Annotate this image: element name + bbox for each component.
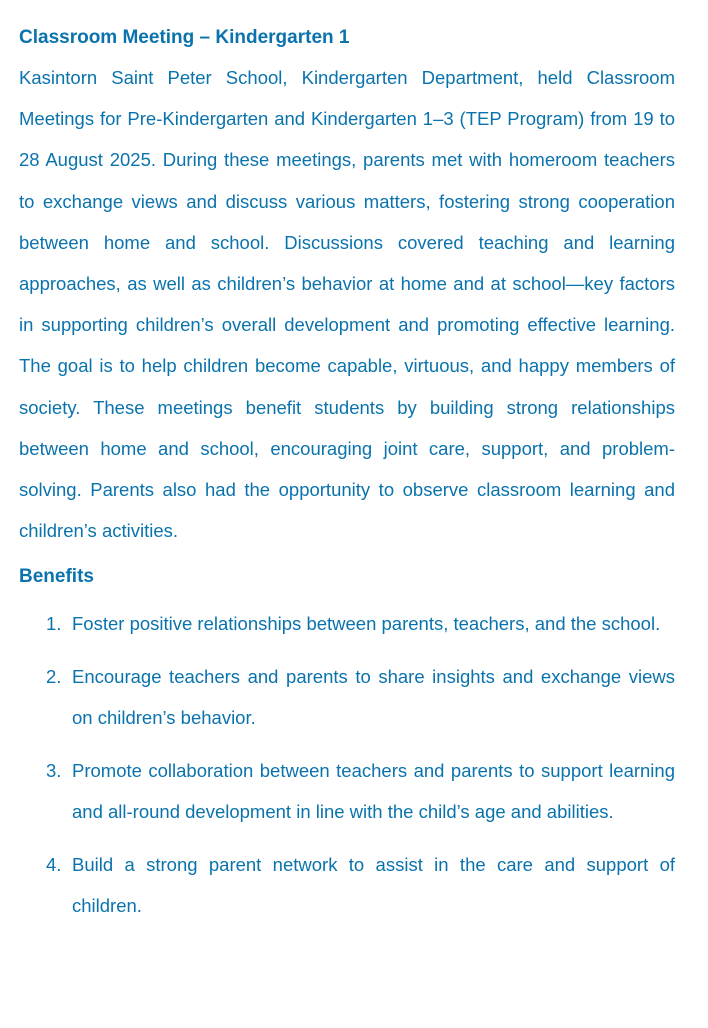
benefit-number-2: 2.	[46, 666, 62, 688]
benefits-list	[19, 603, 675, 926]
benefit-text-3: Promote collaboration between teachers and parents to support learning and all-round development in line with the child’s age and abilities.	[72, 760, 675, 823]
benefit-number-3: 3.	[46, 760, 62, 782]
article-content	[19, 22, 675, 938]
page-title: Classroom Meeting – Kindergarten 1	[19, 27, 350, 48]
benefit-number-1: 1.	[46, 613, 62, 635]
benefit-item-2	[19, 656, 675, 738]
benefit-item-1	[19, 603, 675, 644]
benefit-text-4: Build a strong parent network to assist in the care and support of children.	[72, 854, 675, 917]
benefit-text-2: Encourage teachers and parents to share insights and exchange views on children’s behavior.	[72, 666, 675, 729]
benefit-item-3	[19, 750, 675, 832]
intro-paragraph: Kasintorn Saint Peter School, Kindergarten Department, held Classroom Meetings for Pre-Kindergarten and Kindergarten 1–3 (TEP Program) from 19 to 28 August 2025. During these meetings, parents met with homeroom teachers to exchange views and discuss various matters, fostering strong cooperation between home and school. Discussions covered teaching and learning approaches, as well as children’s behavior at home and at school—key factors in supporting children’s overall development and promoting effective learning. The goal is to help children become capable, virtuous, and happy members of society. These meetings benefit students by building strong relationships between home and school, encouraging joint care, support, and problem-solving. Parents also had the opportunity to observe classroom learning and children’s activities.	[19, 67, 675, 542]
benefit-number-4: 4.	[46, 854, 62, 876]
benefit-item-4	[19, 844, 675, 926]
benefit-text-1: Foster positive relationships between parents, teachers, and the school.	[72, 613, 661, 635]
benefits-heading: Benefits	[19, 566, 94, 588]
